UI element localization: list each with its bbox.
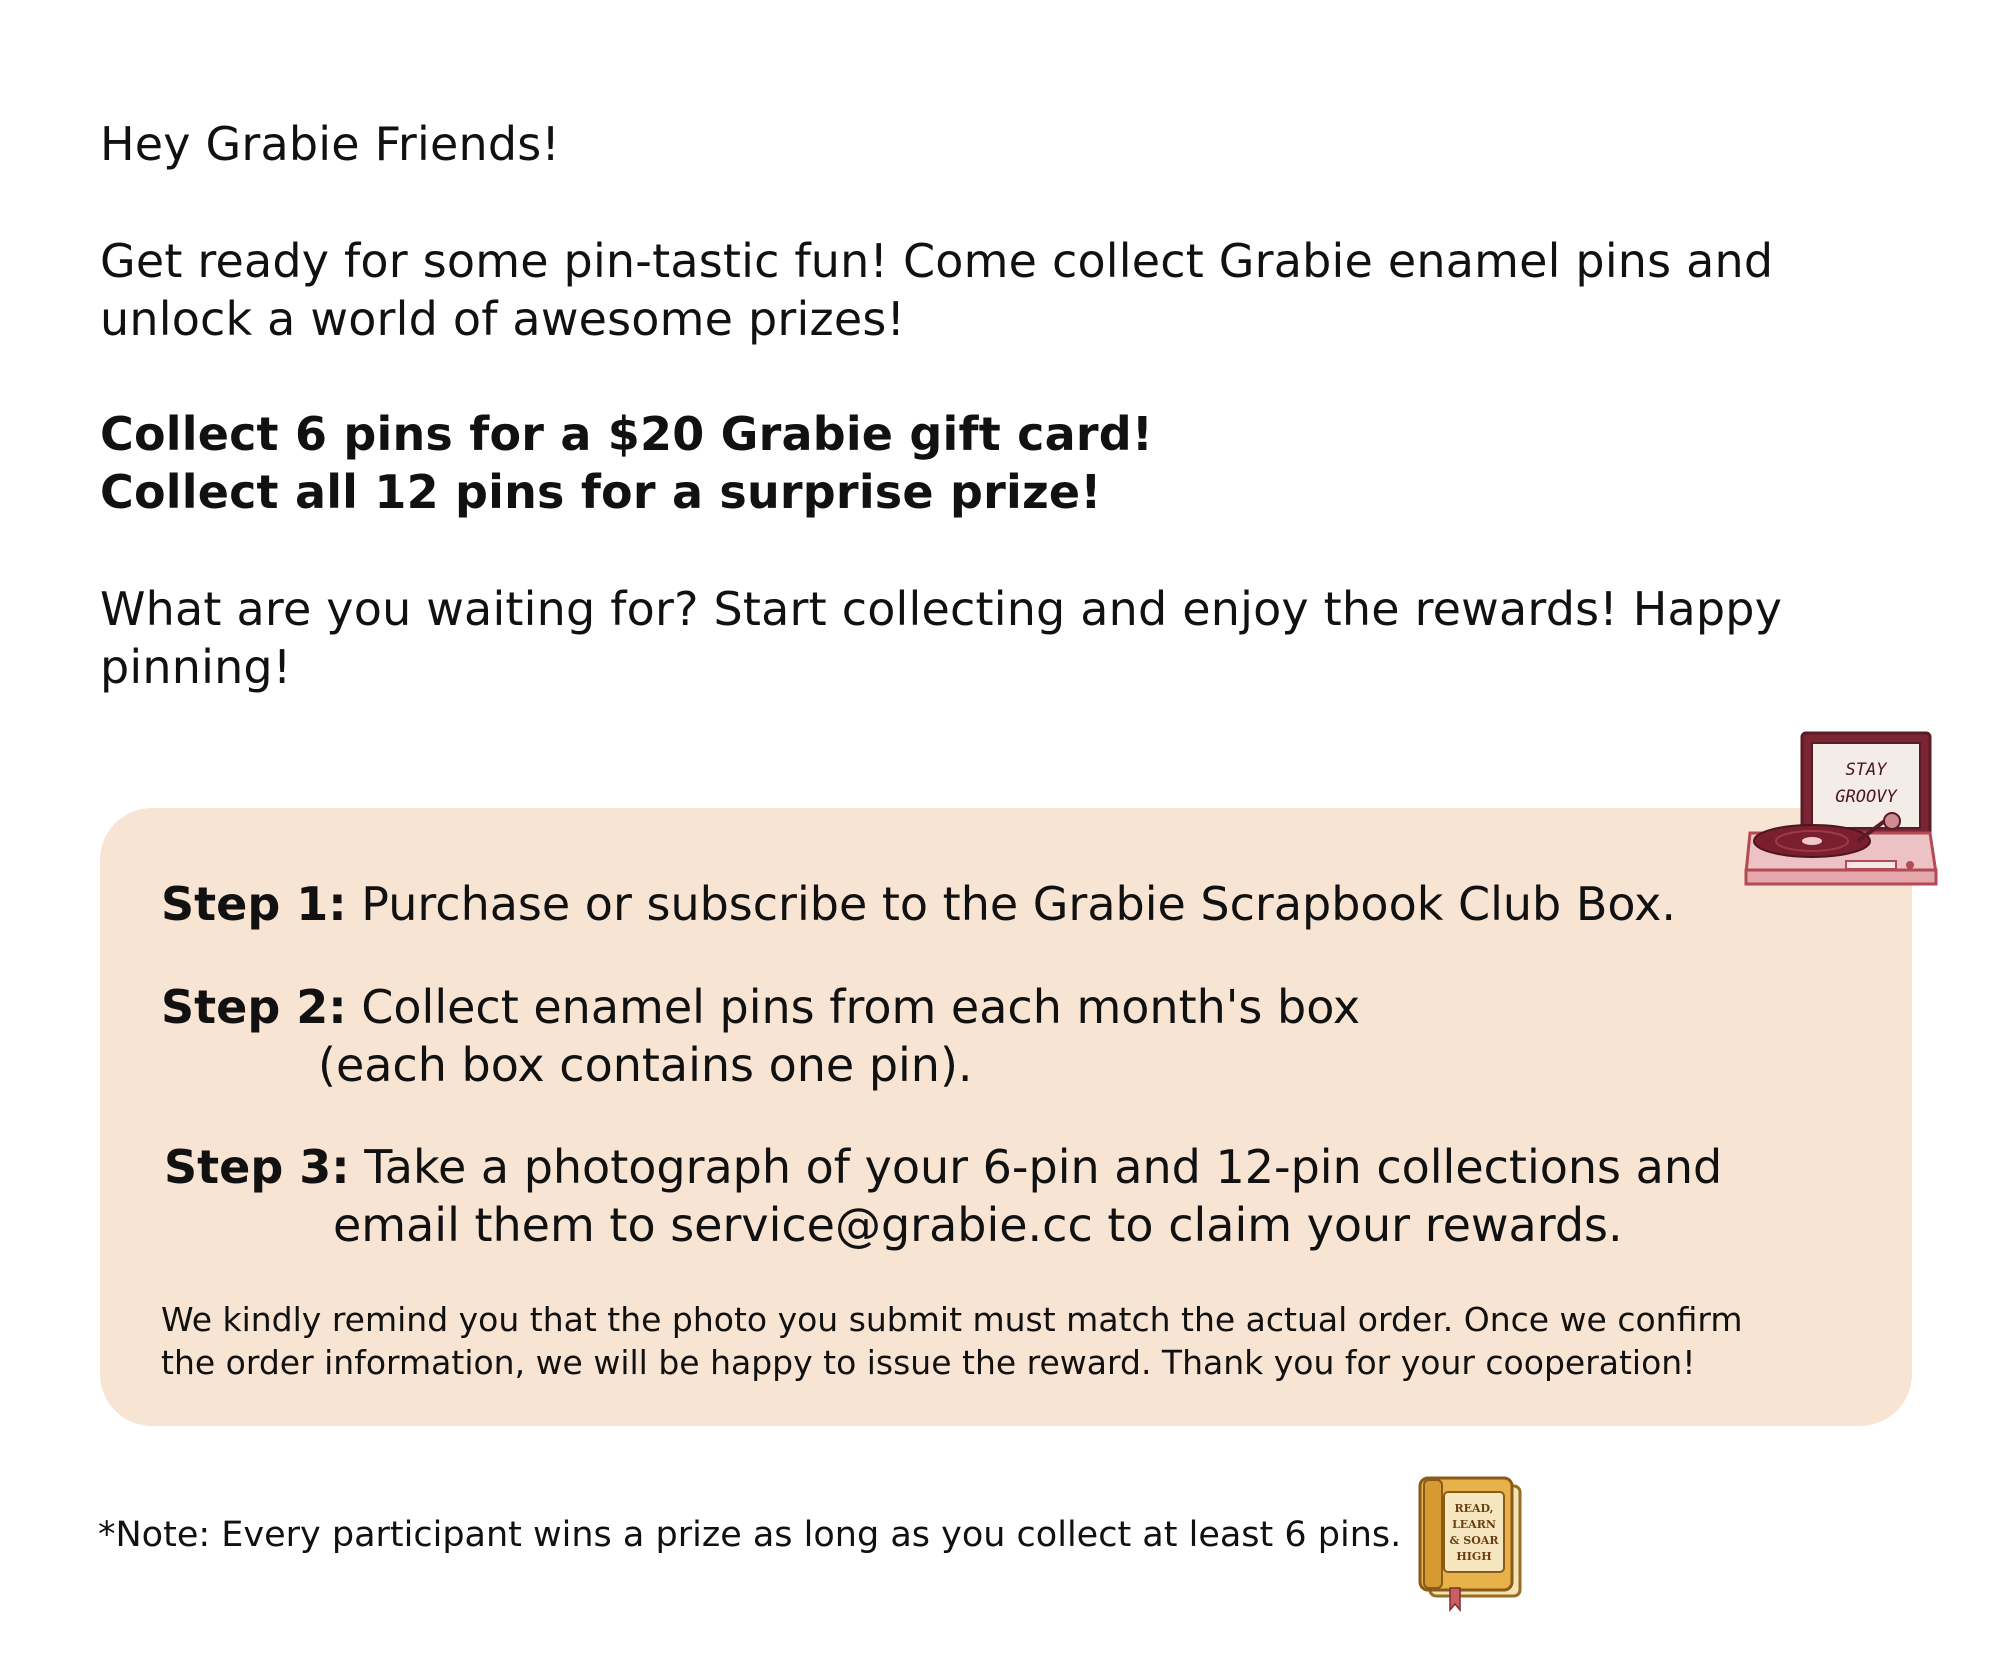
book-sticker-line-4: HIGH	[1456, 1550, 1492, 1563]
closing-paragraph-line-1: What are you waiting for? Start collecting and enjoy the rewards! Happy	[100, 582, 1783, 636]
closing-paragraph-line-2: pinning!	[100, 640, 292, 694]
intro-paragraph-line-2: unlock a world of awesome prizes!	[100, 292, 906, 346]
book-sticker-line-2: LEARN	[1452, 1518, 1496, 1531]
record-player-icon	[1740, 725, 1940, 895]
greeting: Hey Grabie Friends!	[100, 117, 561, 171]
intro-paragraph-line-1: Get ready for some pin-tastic fun! Come collect Grabie enamel pins and	[100, 234, 1774, 288]
step-3-label: Step 3:	[164, 1140, 350, 1194]
reminder-line-1: We kindly remind you that the photo you submit must match the actual order. Once we confirm	[161, 1300, 1743, 1339]
book-sticker-line-1: READ,	[1454, 1502, 1494, 1515]
step-1	[161, 875, 1676, 933]
step-3	[164, 1138, 1722, 1196]
book-icon	[1414, 1472, 1524, 1612]
reminder-line-2: the order information, we will be happy to issue the reward. Thank you for your cooperation!	[161, 1343, 1696, 1382]
book-sticker-line-3: & SOAR	[1449, 1534, 1499, 1547]
turntable-sticker-line-2: GROOVY	[1835, 787, 1897, 807]
turntable-sticker-line-1: STAY	[1845, 760, 1887, 780]
prize-6-pins: Collect 6 pins for a $20 Grabie gift card!	[100, 407, 1154, 461]
step-1-label: Step 1:	[161, 877, 347, 931]
step-3-continuation: email them to service@grabie.cc to claim your rewards.	[333, 1198, 1623, 1252]
step-2-text: Collect enamel pins from each month's box	[346, 980, 1361, 1034]
participant-note: *Note: Every participant wins a prize as long as you collect at least 6 pins.	[98, 1515, 1402, 1555]
step-1-text: Purchase or subscribe to the Grabie Scrapbook Club Box.	[346, 877, 1676, 931]
step-3-text: Take a photograph of your 6-pin and 12-pin collections and	[349, 1140, 1723, 1194]
step-2	[161, 978, 1360, 1036]
step-2-label: Step 2:	[161, 980, 347, 1034]
step-2-continuation: (each box contains one pin).	[318, 1038, 973, 1092]
steps-box	[100, 808, 1912, 1426]
prize-12-pins: Collect all 12 pins for a surprise prize!	[100, 465, 1102, 519]
